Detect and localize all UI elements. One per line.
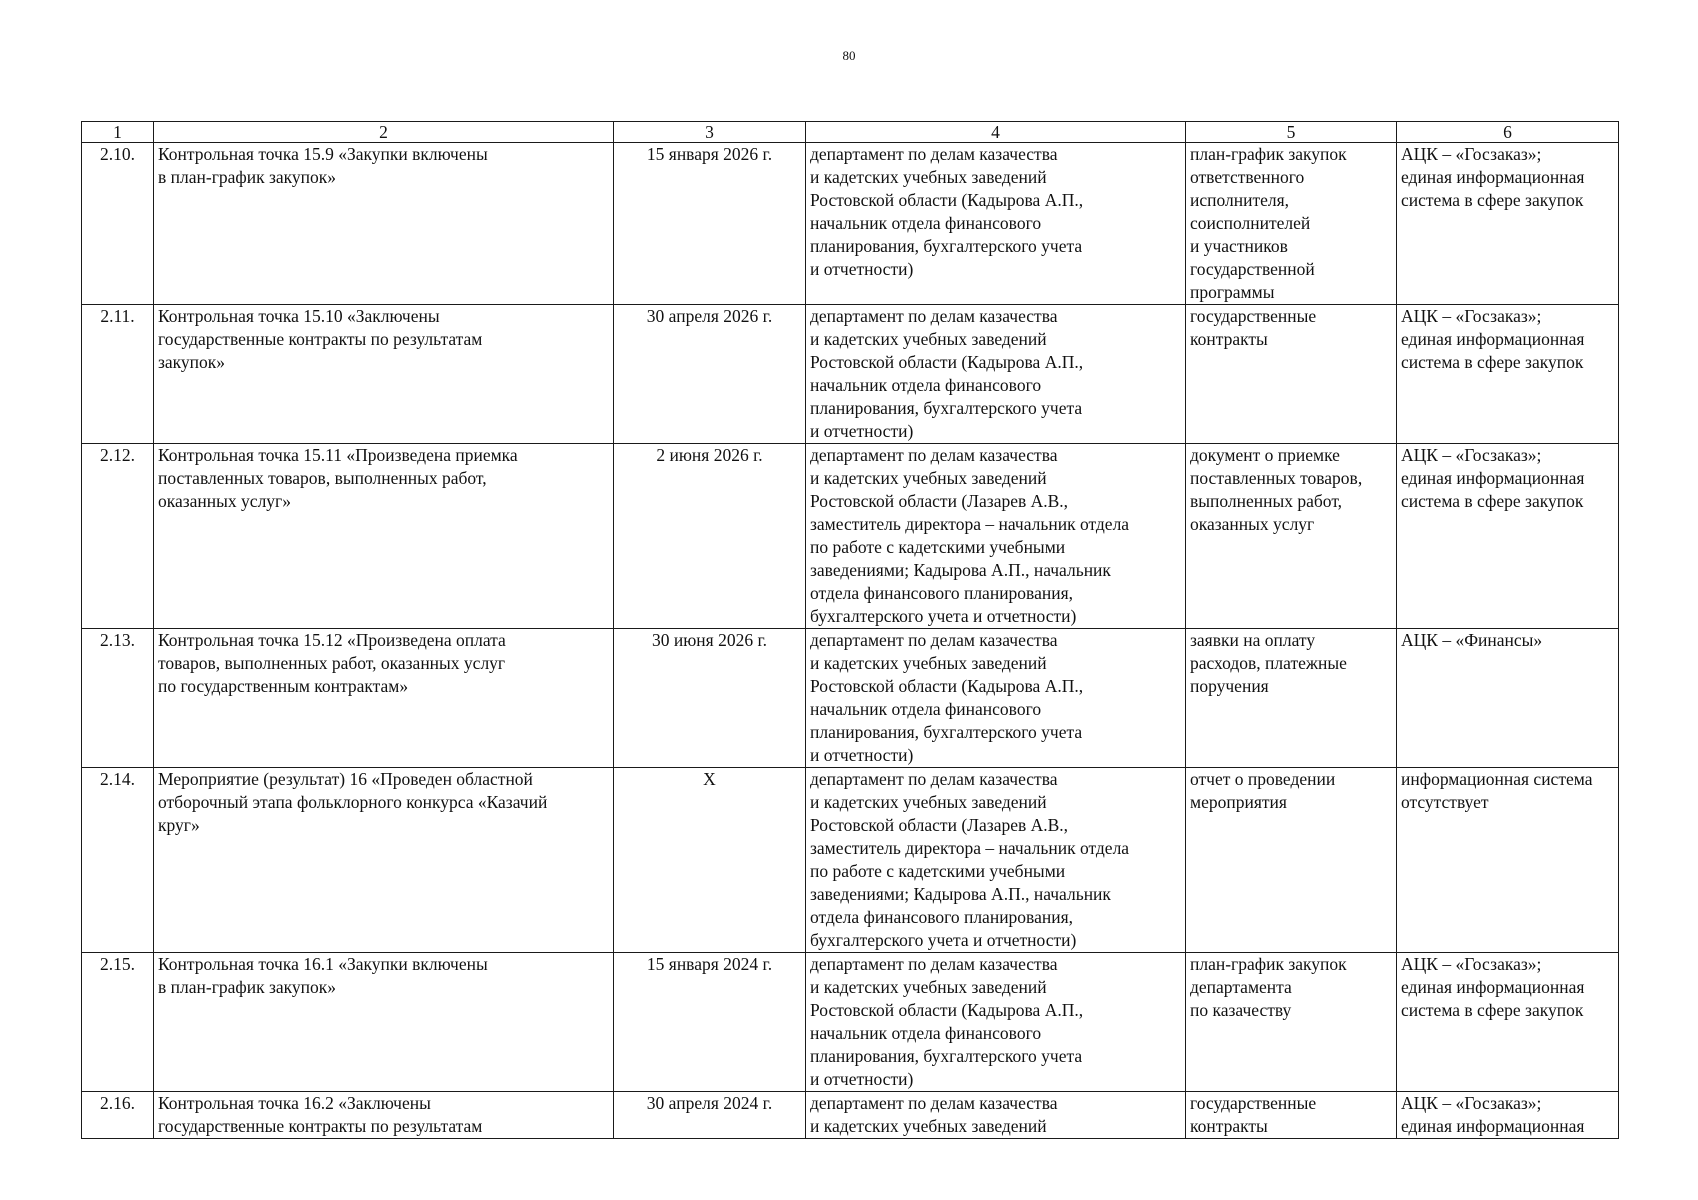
deadline-date: 30 июня 2026 г. xyxy=(614,629,806,768)
event-name: Контрольная точка 15.10 «Заключены государственные контракты по результатам закупок» xyxy=(154,305,614,444)
page-number: 80 xyxy=(842,48,856,63)
confirming-document: государственные контракты xyxy=(1186,1092,1397,1139)
deadline-date: X xyxy=(614,768,806,953)
responsible-executor: департамент по делам казачества и кадетских учебных заведений Ростовской области (Кадырова А.П., начальник отдела финансового планирования, бухгалтерского учета и отчетности) xyxy=(806,953,1186,1092)
deadline-date: 15 января 2024 г. xyxy=(614,953,806,1092)
confirming-document: план-график закупок департамента по казачеству xyxy=(1186,953,1397,1092)
responsible-executor: департамент по делам казачества и кадетских учебных заведений Ростовской области (Лазарев А.В., заместитель директора – начальник отдела по работе с кадетскими учебными заведениями; Кадырова А.П., начальник отдела финансового планирования, бухгалтерского учета и отчетности) xyxy=(806,444,1186,629)
information-system: АЦК – «Госзаказ»; единая информационная система в сфере закупок xyxy=(1397,143,1619,305)
row-number: 2.12. xyxy=(82,444,154,629)
information-system: АЦК – «Финансы» xyxy=(1397,629,1619,768)
confirming-document: отчет о проведении мероприятия xyxy=(1186,768,1397,953)
row-number: 2.13. xyxy=(82,629,154,768)
confirming-document: документ о приемке поставленных товаров, выполненных работ, оказанных услуг xyxy=(1186,444,1397,629)
information-system: АЦК – «Госзаказ»; единая информационная система в сфере закупок xyxy=(1397,305,1619,444)
information-system: информационная система отсутствует xyxy=(1397,768,1619,953)
information-system: АЦК – «Госзаказ»; единая информационная xyxy=(1397,1092,1619,1139)
event-name: Контрольная точка 15.9 «Закупки включены в план-график закупок» xyxy=(154,143,614,305)
responsible-executor: департамент по делам казачества и кадетских учебных заведений Ростовской области (Кадырова А.П., начальник отдела финансового планирования, бухгалтерского учета и отчетности) xyxy=(806,143,1186,305)
responsible-executor: департамент по делам казачества и кадетских учебных заведений Ростовской области (Лазарев А.В., заместитель директора – начальник отдела по работе с кадетскими учебными заведениями; Кадырова А.П., начальник отдела финансового планирования, бухгалтерского учета и отчетности) xyxy=(806,768,1186,953)
event-name: Контрольная точка 15.12 «Произведена оплата товаров, выполненных работ, оказанных услуг по государственным контрактам» xyxy=(154,629,614,768)
event-name: Мероприятие (результат) 16 «Проведен областной отборочный этапа фольклорного конкурса «Казачий круг» xyxy=(154,768,614,953)
row-number: 2.14. xyxy=(82,768,154,953)
column-header: 1 xyxy=(82,122,154,143)
event-name: Контрольная точка 16.1 «Закупки включены в план-график закупок» xyxy=(154,953,614,1092)
deadline-date: 30 апреля 2024 г. xyxy=(614,1092,806,1139)
deadline-date: 15 января 2026 г. xyxy=(614,143,806,305)
column-header: 2 xyxy=(154,122,614,143)
column-header: 5 xyxy=(1186,122,1397,143)
column-header: 3 xyxy=(614,122,806,143)
plan-table xyxy=(81,121,1619,1139)
table-row xyxy=(82,768,1619,953)
information-system: АЦК – «Госзаказ»; единая информационная система в сфере закупок xyxy=(1397,444,1619,629)
responsible-executor: департамент по делам казачества и кадетских учебных заведений xyxy=(806,1092,1186,1139)
table-header-row xyxy=(82,122,1619,143)
table-row xyxy=(82,143,1619,305)
responsible-executor: департамент по делам казачества и кадетских учебных заведений Ростовской области (Кадырова А.П., начальник отдела финансового планирования, бухгалтерского учета и отчетности) xyxy=(806,629,1186,768)
table-row xyxy=(82,1092,1619,1139)
deadline-date: 30 апреля 2026 г. xyxy=(614,305,806,444)
row-number: 2.16. xyxy=(82,1092,154,1139)
column-header: 6 xyxy=(1397,122,1619,143)
information-system: АЦК – «Госзаказ»; единая информационная система в сфере закупок xyxy=(1397,953,1619,1092)
confirming-document: государственные контракты xyxy=(1186,305,1397,444)
table-row xyxy=(82,305,1619,444)
table-row xyxy=(82,953,1619,1092)
table-row xyxy=(82,629,1619,768)
row-number: 2.15. xyxy=(82,953,154,1092)
column-header: 4 xyxy=(806,122,1186,143)
deadline-date: 2 июня 2026 г. xyxy=(614,444,806,629)
event-name: Контрольная точка 16.2 «Заключены государственные контракты по результатам xyxy=(154,1092,614,1139)
table-row xyxy=(82,444,1619,629)
responsible-executor: департамент по делам казачества и кадетских учебных заведений Ростовской области (Кадырова А.П., начальник отдела финансового планирования, бухгалтерского учета и отчетности) xyxy=(806,305,1186,444)
event-name: Контрольная точка 15.11 «Произведена приемка поставленных товаров, выполненных работ, оказанных услуг» xyxy=(154,444,614,629)
confirming-document: план-график закупок ответственного исполнителя, соисполнителей и участников государственной программы xyxy=(1186,143,1397,305)
confirming-document: заявки на оплату расходов, платежные поручения xyxy=(1186,629,1397,768)
row-number: 2.10. xyxy=(82,143,154,305)
row-number: 2.11. xyxy=(82,305,154,444)
